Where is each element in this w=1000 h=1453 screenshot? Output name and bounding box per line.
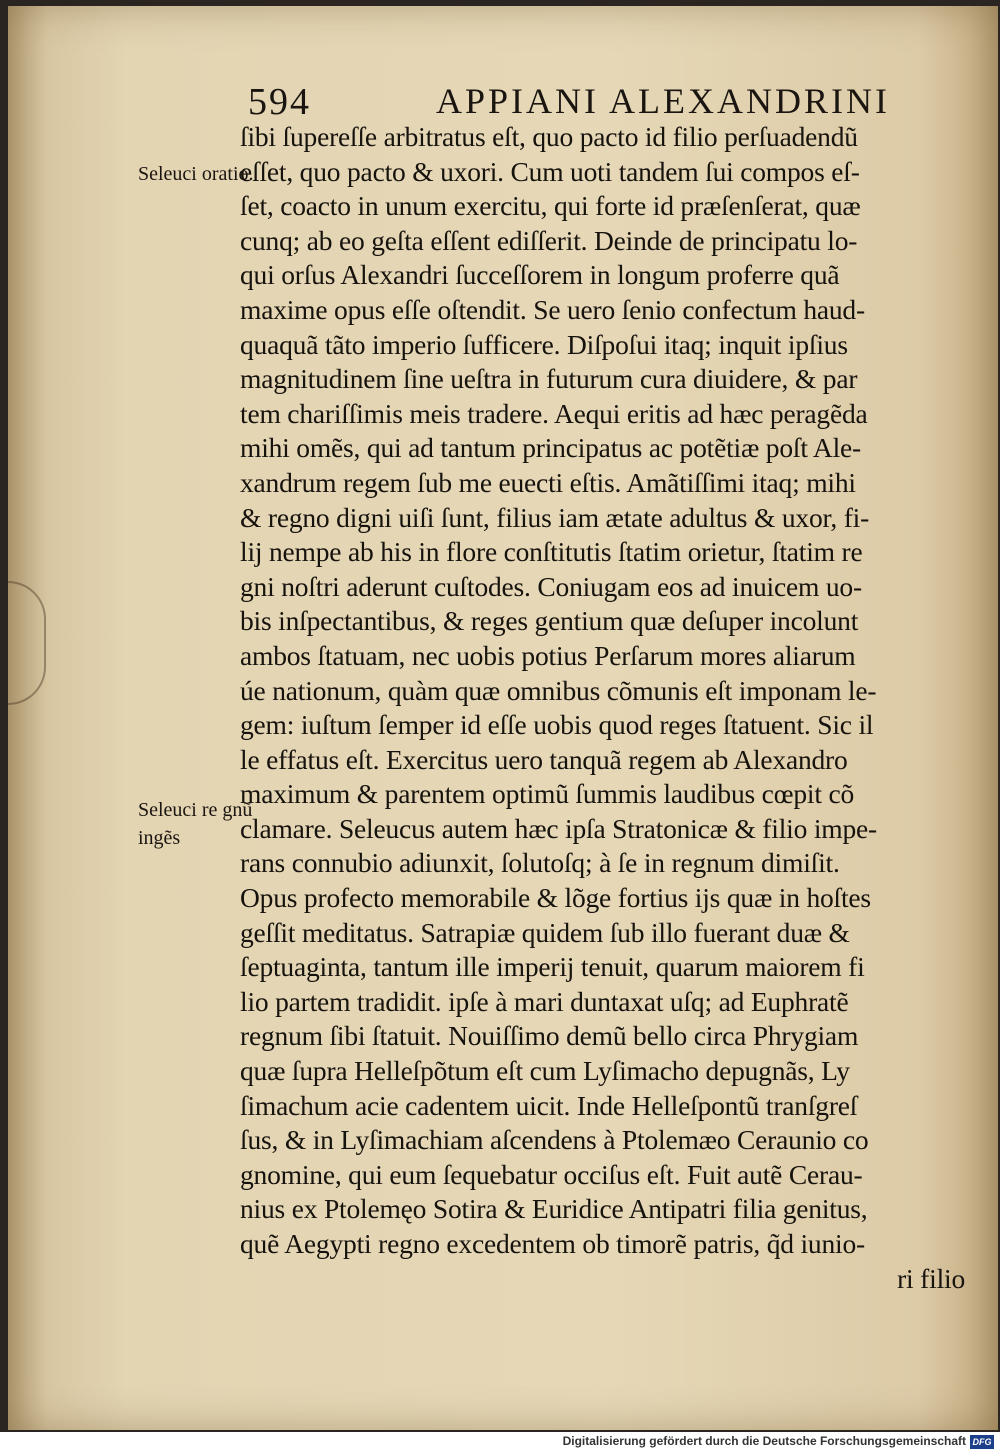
text-line: gem: iuſtum ſemper id eſſe uobis quod reges ſtatuent. Sic il [240,709,874,741]
text-line: ambos ſtatuam, nec uobis potius Perſarum mores aliarum [240,639,856,671]
text-line: tem chariſſimis meis tradere. Aequi eritis ad hæc peragẽda [240,397,868,429]
text-line: Opus profecto memorabile & lõge fortius ijs quæ in hoſtes [240,882,871,914]
text-line: clamare. Seleucus autem hæc ipſa Stratonicæ & filio impe- [240,812,877,844]
text-line: & regno digni uiſi ſunt, filius iam ætate adultus & uxor, fi- [240,501,870,533]
text-line: ſet, coacto in unum exercitu, qui forte id præſenſerat, quæ [240,190,861,222]
margin-note-seleuci-oratio: Seleuci oratio. [138,163,254,185]
text-line: ſus, & in Lyſimachiam aſcendens à Ptolemæo Ceraunio co [240,1124,869,1156]
text-line: maximum & parentem optimũ ſummis laudibus cœpit cõ [240,778,855,810]
text-line: quẽ Aegypti regno excedentem ob timorẽ patris, q̃d iunio- [240,1228,865,1259]
running-head: APPIANI ALEXANDRINI [436,81,890,121]
text-line: eſſet, quo pacto & uxori. Cum uoti tandem ſui compos eſ- [240,155,860,187]
text-line: bis inſpectantibus, & reges gentium quæ deſuper incolunt [240,605,859,637]
page-number: 594 [248,81,311,123]
text-line: rans connubio adiunxit, ſolutoſq; à ſe in regnum dimiſit. [240,847,840,879]
page-edge-curl [8,581,46,705]
dfg-logo: DFG [970,1435,994,1449]
text-line: ſibi ſupereſſe arbitratus eſt, quo pacto id filio perſuadendũ [240,121,858,152]
book-page [8,6,998,1430]
text-line: le effatus eſt. Exercitus uero tanquã regem ab Alexandro [240,743,848,775]
margin-note-seleuci-regnum: Seleuci re gnũ ingẽs [138,799,253,849]
footer-bar [0,1432,1000,1453]
text-line: geſſit meditatus. Satrapiæ quidem ſub illo fuerant duæ & [240,916,850,948]
text-line: magnitudinem ſine ueſtra in futurum cura diuidere, & par [240,363,858,395]
text-line: quaquã tãto imperio ſufficere. Diſpoſui itaq; inquit ipſius [240,328,848,360]
text-line: ſimachum acie cadentem uicit. Inde Helleſpontũ tranſgreſ [240,1089,858,1121]
text-line: ri filio [897,1262,965,1294]
text-line: mihi omẽs, qui ad tantum principatus ac potẽtiæ poſt Ale- [240,432,861,464]
text-line: úe nationum, quàm quæ omnibus cõmunis eſt imponam le- [240,674,877,706]
text-line: maxime opus eſſe oſtendit. Se uero ſenio confectum haud- [240,293,865,325]
text-line: cunq; ab eo geſta eſſent ediſſerit. Deinde de principatu lo- [240,224,858,256]
text-line: regnum ſibi ſtatuit. Nouiſſimo demũ bello circa Phrygiam [240,1020,859,1052]
text-line: ſeptuaginta, tantum ille imperij tenuit, quarum maiorem fi [240,951,865,983]
text-line: lij nempe ab his in flore conſtitutis ſtatim orietur, ſtatim re [240,536,863,568]
text-line: gnomine, qui eum ſequebatur occiſus eſt. Fuit autẽ Cerau- [240,1158,863,1190]
text-line: gni noſtri aderunt cuſtodes. Coniugam eos ad inuicem uo- [240,570,862,602]
text-line: xandrum regem ſub me euecti eſtis. Amãtiſſimi itaq; mihi [240,466,856,498]
text-line: qui orſus Alexandri ſucceſſorem in longum proferre quã [240,259,840,291]
text-line: quæ ſupra Helleſpõtum eſt cum Lyſimacho depugnãs, Ly [240,1055,850,1087]
body-text [240,120,975,1296]
text-line: nius ex Ptolemęo Sotira & Euridice Antipatri filia genitus, [240,1193,868,1225]
footer-credit: Digitalisierung gefördert durch die Deutsche Forschungsgemeinschaft [562,1434,966,1448]
text-line: lio partem tradidit. ipſe à mari duntaxat uſq; ad Euphratẽ [240,985,849,1017]
